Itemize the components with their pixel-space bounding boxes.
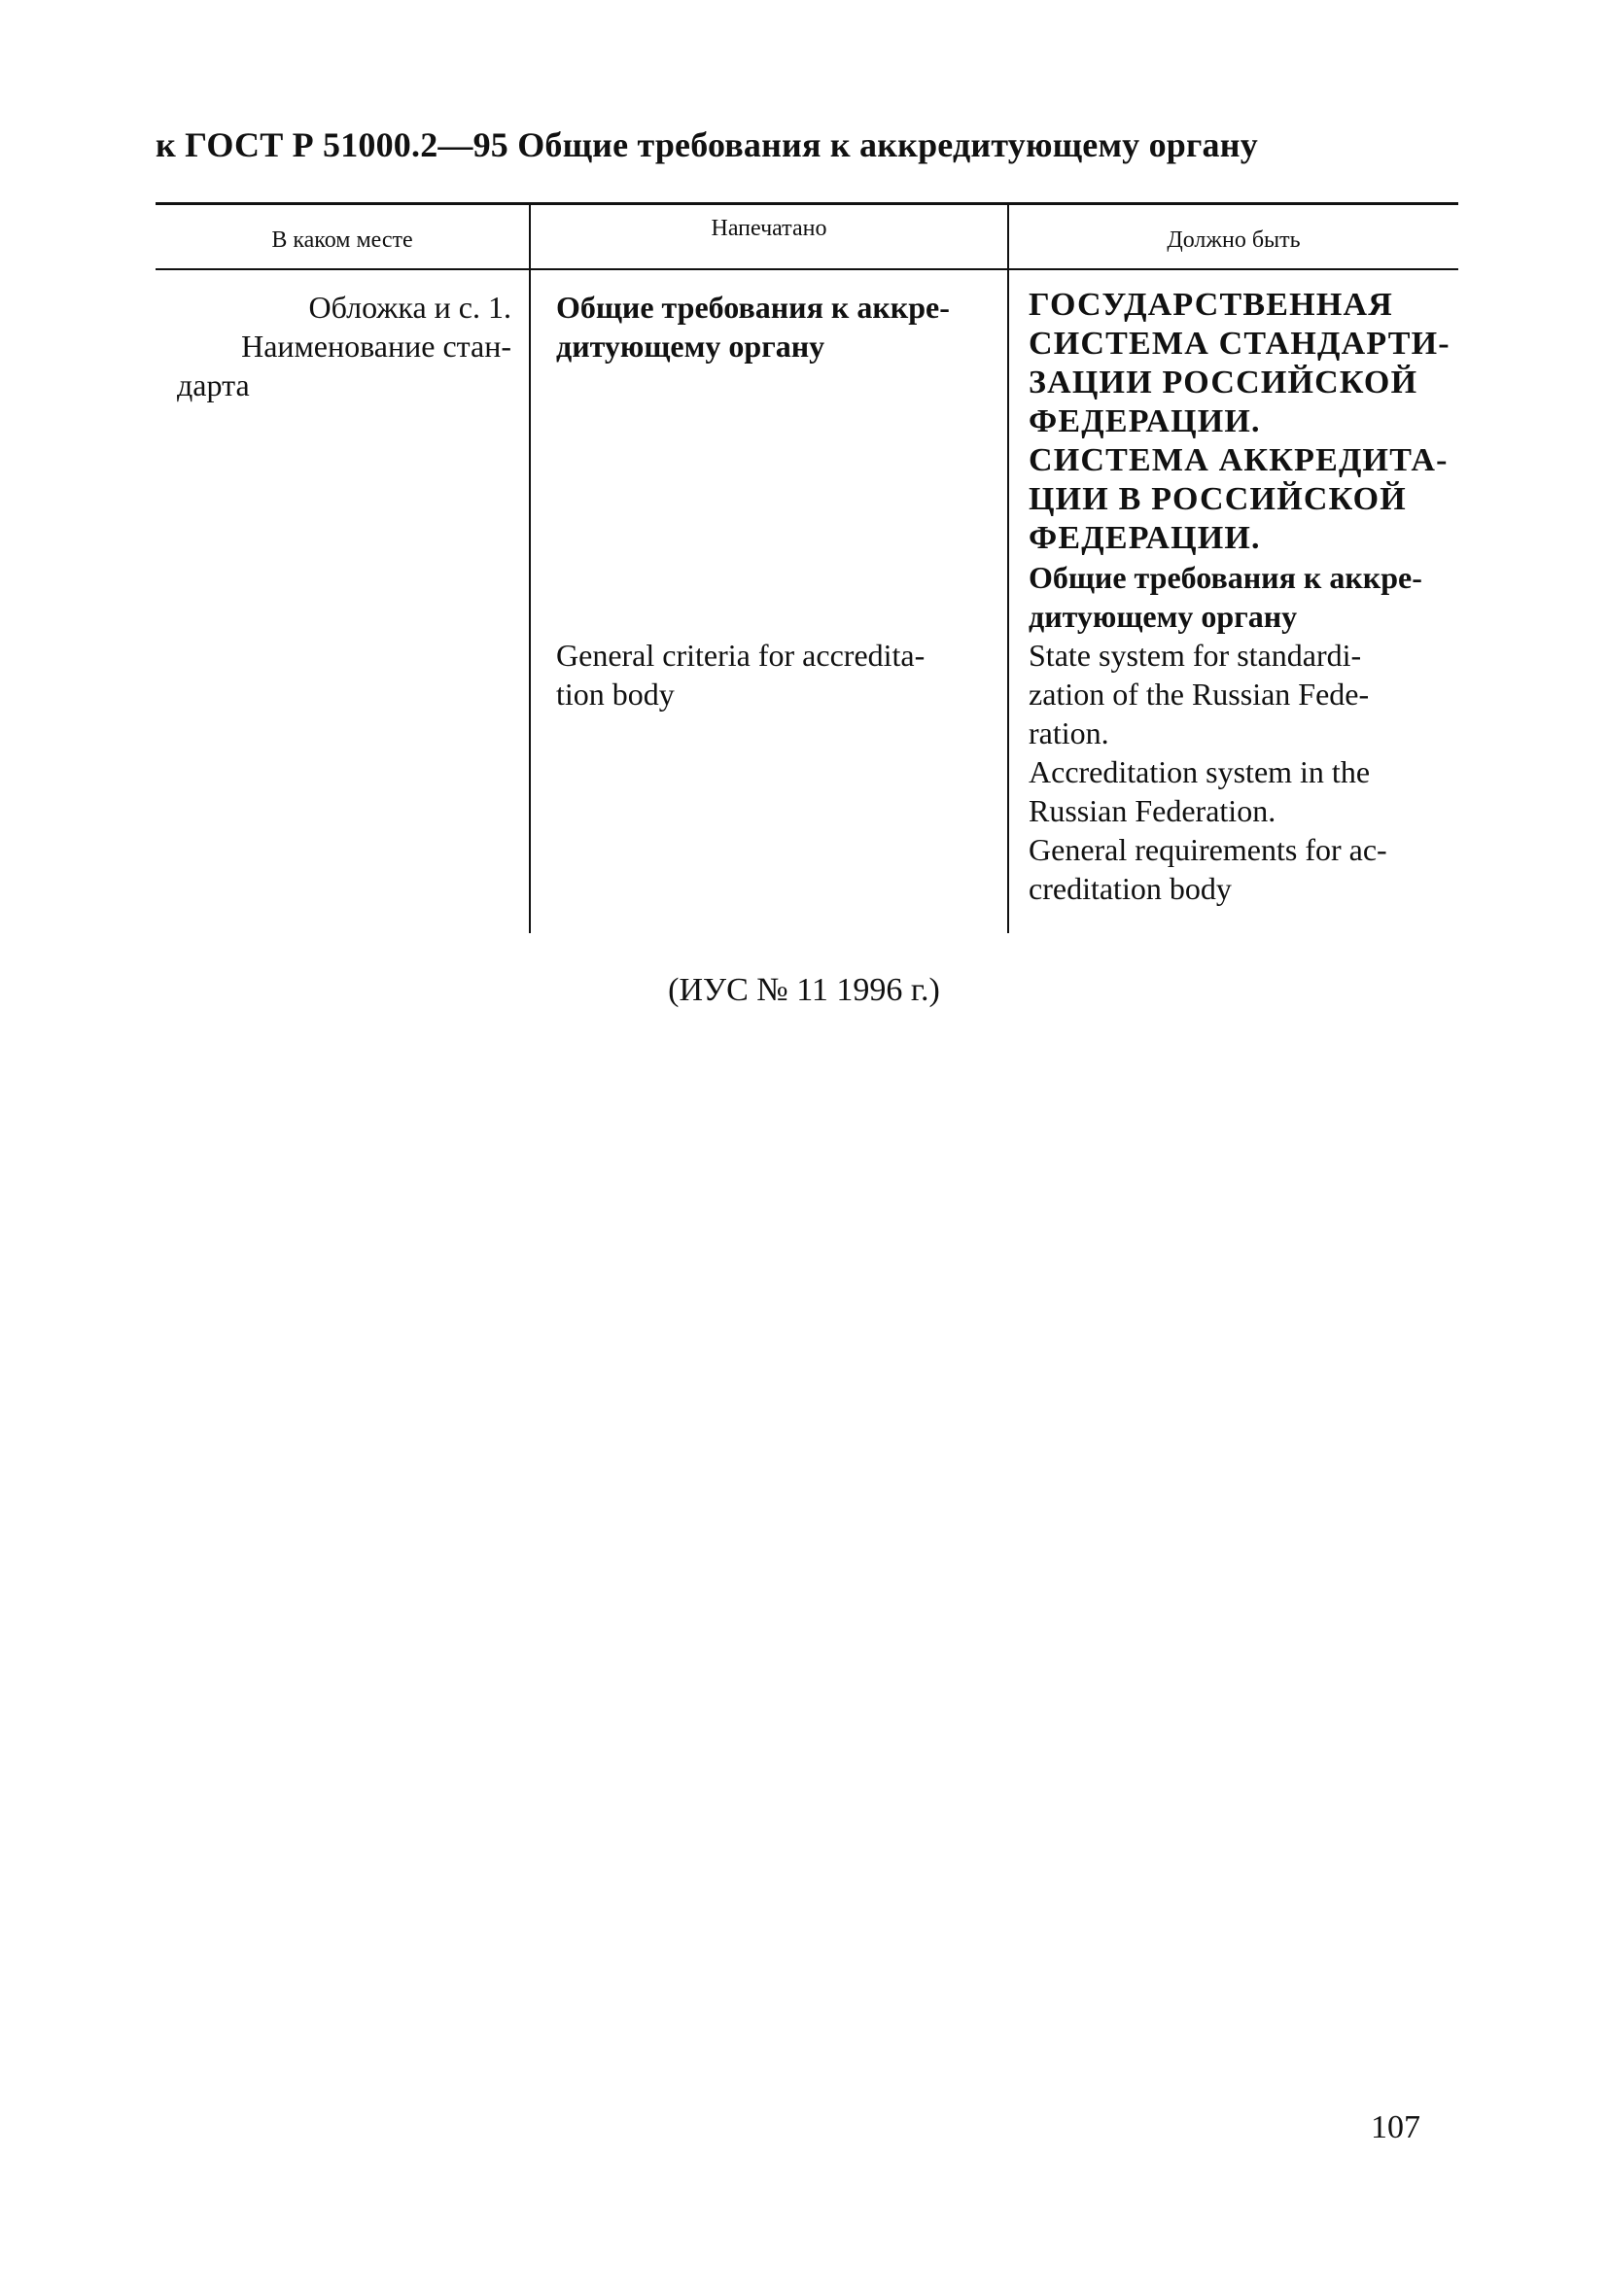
cell-should-be-english [1029,636,1456,908]
text-line: Russian Federation. [1029,793,1276,828]
cell-printed-english [556,636,984,713]
text-line: General criteria for accredita- [556,638,926,673]
column-header-should-be: Должно быть [1167,227,1301,253]
text-line: Общие требования к аккре- [556,290,950,325]
text-line: zation of the Russian Fede- [1029,677,1370,712]
correction-table [156,202,1458,933]
text-line: ЗАЦИИ РОССИЙСКОЙ [1029,365,1418,400]
text-line: СИСТЕМА АККРЕДИТА- [1029,442,1449,478]
text-line: tion body [556,677,675,712]
text-line: ration. [1029,715,1109,750]
column-divider-2 [1007,202,1009,933]
table-top-rule [156,202,1458,205]
text-line: Наименование стан- [241,329,511,364]
text-line: Общие требования к аккре- [1029,560,1422,595]
text-line: дарта [177,367,250,402]
source-footnote: (ИУС № 11 1996 г.) [668,972,940,1008]
column-header-printed: Напечатано [711,216,827,241]
text-line: ГОСУДАРСТВЕННАЯ [1029,287,1393,323]
column-divider-1 [529,202,531,933]
text-line: дитующему органу [1029,599,1298,634]
text-line: Accreditation system in the [1029,754,1371,789]
text-line: ФЕДЕРАЦИИ. [1029,520,1261,556]
text-line: Обложка и с. 1. [308,290,511,325]
text-line: ЦИИ В РОССИЙСКОЙ [1029,481,1407,517]
text-line: ФЕДЕРАЦИИ. [1029,403,1261,439]
column-header-where: В каком месте [271,227,413,253]
cell-printed-russian [556,288,984,365]
table-header-rule [156,268,1458,270]
cell-should-be-title-caps [1029,286,1456,558]
document-header: к ГОСТ Р 51000.2—95 Общие требования к аккредитующему органу [156,125,1258,164]
cell-should-be-russian [1029,558,1456,636]
cell-where [177,288,511,404]
text-line: дитующему органу [556,329,825,364]
text-line: СИСТЕМА СТАНДАРТИ- [1029,326,1451,362]
text-line: creditation body [1029,871,1232,906]
text-line: State system for standardi- [1029,638,1362,673]
page-number: 107 [1371,2109,1420,2145]
text-line: General requirements for ac- [1029,832,1387,867]
